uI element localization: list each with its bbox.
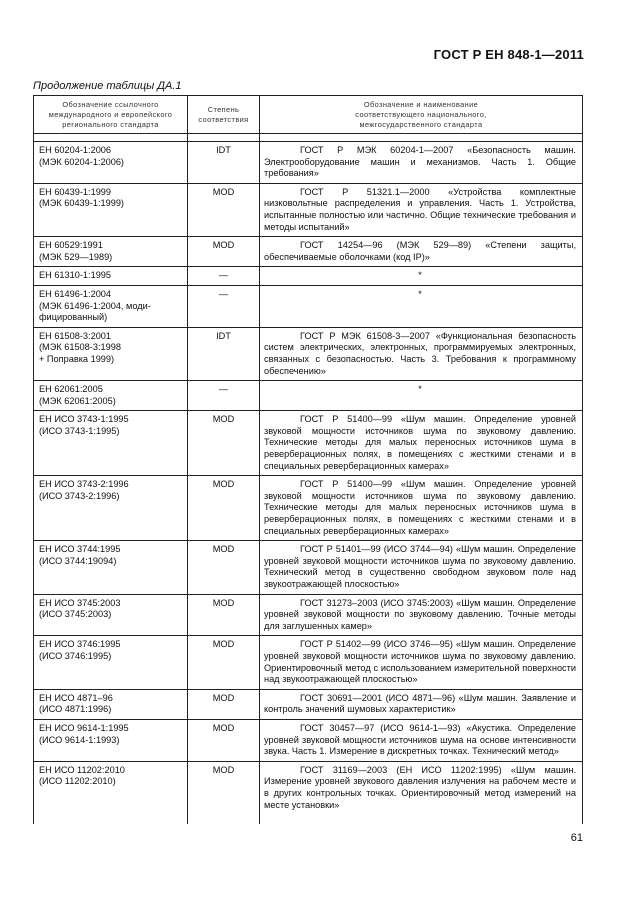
- reference-standard-line: ЕН ИСО 3746:1995: [39, 639, 121, 650]
- reference-standard-line: (ИСО 3743-1:1995): [39, 425, 120, 436]
- national-standard-cell: ГОСТ Р 51401—99 (ИСО 3744—94) «Шум машин. Определение уровней звуковой мощности источников шума по звуковому давлению. Технический метод в существенно свободном звуковом поле над звукоотражающей плоскостью»: [260, 541, 583, 594]
- reference-standard-line: ЕН 60439-1:1999: [39, 186, 112, 197]
- reference-standard-cell: [34, 183, 188, 236]
- reference-standard-cell: [34, 476, 188, 541]
- table-row: [34, 285, 583, 327]
- table-row: [34, 183, 583, 236]
- table-header-row: [34, 96, 583, 134]
- table-row: [34, 761, 583, 824]
- degree-cell: MOD: [188, 476, 260, 541]
- reference-standard-line: + Поправка 1999): [39, 353, 115, 364]
- reference-standard-line: ЕН ИСО 3743-2:1996: [39, 479, 129, 490]
- reference-standard-line: ЕН ИСО 9614-1:1995: [39, 722, 129, 733]
- national-standard-cell: ГОСТ Р 51400—99 «Шум машин. Определение уровней звуковой мощности источников шума по звуковому давлению. Технические методы для малых переносных источников шума в реверберационных полях, в помещениях с жесткими стенами и в специальных реверберационных камерах»: [260, 411, 583, 476]
- degree-cell: IDT: [188, 142, 260, 184]
- reference-standard-line: ЕН 60204-1:2006: [39, 145, 112, 155]
- reference-standard-line: ЕН 61496-1:2004: [39, 288, 112, 299]
- degree-cell: —: [188, 267, 260, 286]
- national-standard-cell: *: [260, 267, 583, 286]
- national-standard-cell: ГОСТ 14254—96 (МЭК 529—89) «Степени защиты, обеспечиваемые оболочками (код IP)»: [260, 237, 583, 267]
- table-row: [34, 476, 583, 541]
- document-header: ГОСТ Р ЕН 848-1—2011: [433, 47, 584, 62]
- national-standard-cell: ГОСТ 31169—2003 (ЕН ИСО 11202:1995) «Шум машин. Измерение уровней звукового давления излучения на рабочем месте и в других контрольных точках. Ориентировочный метод измерений на месте установки»: [260, 761, 583, 824]
- national-standard-cell: ГОСТ 30691—2001 (ИСО 4871—96) «Шум машин. Заявление и контроль значений шумовых характеристик»: [260, 689, 583, 719]
- reference-standard-cell: [34, 381, 188, 411]
- degree-cell: MOD: [188, 237, 260, 267]
- reference-standard-line: (ИСО 3746:1995): [39, 650, 112, 661]
- national-standard-cell: ГОСТ 30457—97 (ИСО 9614-1—93) «Акустика. Определение уровней звуковой мощности источников шума на основе интенсивности звука. Часть 1. Измерение в дискретных точках. Технический метод»: [260, 719, 583, 761]
- national-standard-cell: ГОСТ Р МЭК 61508-3—2007 «Функциональная безопасность систем электрических, электронных, программируемых электронных, связанных с безопасностью. Часть 3. Требования к программному обеспечению»: [260, 327, 583, 380]
- table-row: [34, 719, 583, 761]
- reference-standard-line: (МЭК 529—1989): [39, 251, 113, 262]
- reference-standard-cell: [34, 689, 188, 719]
- table-row: [34, 327, 583, 380]
- national-standard-cell: *: [260, 285, 583, 327]
- reference-standard-line: (ИСО 3744:19094): [39, 555, 117, 566]
- degree-cell: MOD: [188, 411, 260, 476]
- degree-cell: MOD: [188, 183, 260, 236]
- table-row: [34, 594, 583, 636]
- reference-standard-cell: [34, 719, 188, 761]
- table-row: [34, 142, 583, 184]
- column-header-national: Обозначение и наименование соответствующего национального, межгосударственного стандарта: [260, 96, 583, 134]
- reference-standard-line: ЕН ИСО 11202:2010: [39, 764, 125, 775]
- reference-standard-line: (ИСО 3745:2003): [39, 609, 112, 620]
- correspondence-table-container: [33, 95, 582, 824]
- reference-standard-line: (МЭК 61496-1:2004, моди-: [39, 300, 151, 311]
- reference-standard-line: (МЭК 61508-3:1998: [39, 342, 121, 353]
- degree-cell: IDT: [188, 327, 260, 380]
- national-standard-cell: *: [260, 381, 583, 411]
- reference-standard-cell: [34, 327, 188, 380]
- national-standard-cell: ГОСТ Р 51321.1—2000 «Устройства комплектные низковольтные распределения и управления. Часть 1. Устройства, испытанные полностью или частично. Общие технические требования и методы испытаний»: [260, 183, 583, 236]
- degree-cell: MOD: [188, 594, 260, 636]
- reference-standard-line: (МЭК 60204-1:2006): [39, 156, 124, 167]
- reference-standard-line: ЕН 60529:1991: [39, 240, 103, 251]
- table-row: [34, 689, 583, 719]
- reference-standard-cell: [34, 142, 188, 184]
- reference-standard-line: (ИСО 4871:1996): [39, 704, 112, 715]
- table-row: [34, 541, 583, 594]
- reference-standard-line: (ИСО 11202:2010): [39, 776, 116, 787]
- reference-standard-line: (МЭК 62061:2005): [39, 395, 116, 406]
- degree-cell: MOD: [188, 761, 260, 824]
- national-standard-cell: ГОСТ Р 51402—99 (ИСО 3746—95) «Шум машин. Определение уровней звуковой мощности источников шума по звуковому давлению. Ориентировочный метод с использованием измерительной поверхности над звукоотражающей плоскостью»: [260, 636, 583, 689]
- reference-standard-line: ЕН ИСО 3745:2003: [39, 597, 121, 608]
- table-row: [34, 411, 583, 476]
- reference-standard-cell: [34, 267, 188, 286]
- reference-standard-line: фицированный): [39, 312, 108, 323]
- column-header-degree: Степень соответствия: [188, 96, 260, 134]
- degree-cell: MOD: [188, 541, 260, 594]
- degree-cell: MOD: [188, 689, 260, 719]
- reference-standard-line: ЕН ИСО 3744:1995: [39, 544, 121, 555]
- reference-standard-line: (МЭК 60439-1:1999): [39, 198, 124, 209]
- reference-standard-line: (ИСО 3743-2:1996): [39, 490, 120, 501]
- table-row: [34, 381, 583, 411]
- table-row: [34, 267, 583, 286]
- reference-standard-line: ЕН 62061:2005: [39, 384, 103, 395]
- degree-cell: MOD: [188, 719, 260, 761]
- reference-standard-line: ЕН ИСО 3743-1:1995: [39, 414, 129, 425]
- table-caption: Продолжение таблицы ДА.1: [33, 80, 182, 92]
- reference-standard-cell: [34, 761, 188, 824]
- degree-cell: —: [188, 381, 260, 411]
- reference-standard-cell: [34, 636, 188, 689]
- degree-cell: MOD: [188, 636, 260, 689]
- correspondence-table: [33, 95, 583, 824]
- reference-standard-cell: [34, 285, 188, 327]
- national-standard-cell: ГОСТ Р 51400—99 «Шум машин. Определение уровней звуковой мощности источников шума по звуковому давлению. Технические методы для малых переносных источников шума в реверберационных полях, в помещениях с жесткими стенами и в специальных реверберационных камерах»: [260, 476, 583, 541]
- table-row: [34, 636, 583, 689]
- column-header-reference: Обозначение ссылочного международного и европейского регионального стандарта: [34, 96, 188, 134]
- page-number: 61: [570, 832, 583, 844]
- national-standard-cell: ГОСТ 31273–2003 (ИСО 3745:2003) «Шум машин. Определение уровней звуковой мощности по звуковому давлению. Точные методы для заглушенных камер»: [260, 594, 583, 636]
- reference-standard-line: ЕН 61310-1:1995: [39, 270, 112, 281]
- table-row: [34, 237, 583, 267]
- header-spacer-row: [34, 134, 583, 142]
- reference-standard-line: (ИСО 9614-1:1993): [39, 734, 120, 745]
- degree-cell: —: [188, 285, 260, 327]
- reference-standard-line: ЕН ИСО 4871–96: [39, 692, 113, 703]
- reference-standard-cell: [34, 541, 188, 594]
- reference-standard-line: ЕН 61508-3:2001: [39, 330, 112, 341]
- national-standard-cell: ГОСТ Р МЭК 60204-1—2007 «Безопасность машин. Электрооборудование машин и механизмов. Часть 1. Общие требования»: [260, 142, 583, 184]
- reference-standard-cell: [34, 237, 188, 267]
- reference-standard-cell: [34, 594, 188, 636]
- reference-standard-cell: [34, 411, 188, 476]
